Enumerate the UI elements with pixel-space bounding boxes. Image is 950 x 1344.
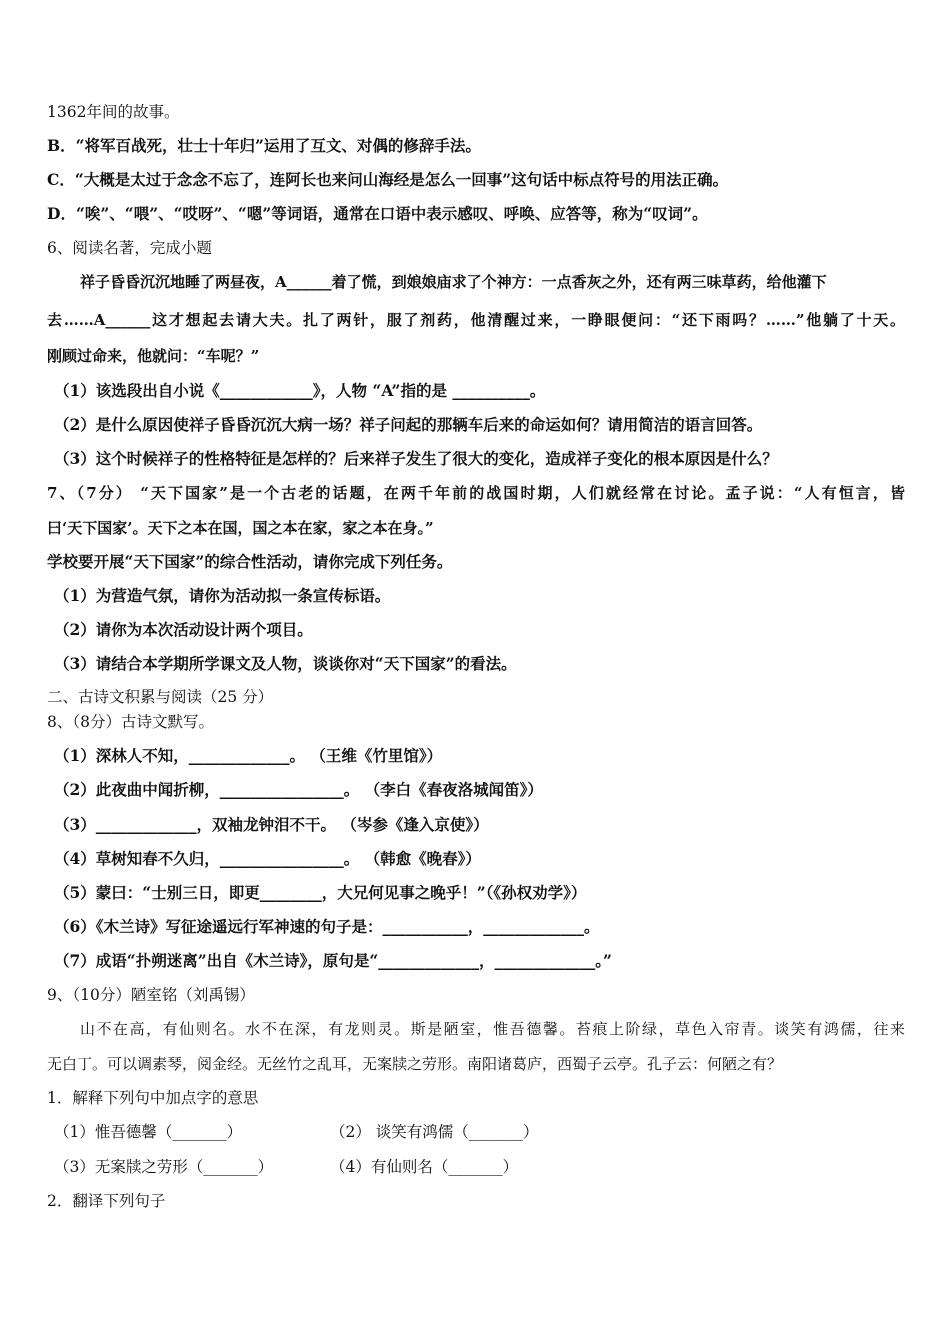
q9-task-2: 2．翻译下列句子 [47, 1192, 166, 1210]
q7-line-1: 7、（7分） “天下国家”是一个古老的话题，在两千年前的战国时期，人们就经常在讨论。孟子说：“人有恒言，皆 [47, 484, 905, 502]
q5-option-c: C．“大概是太过于念念不忘了，连阿长也来问山海经是怎么一回事”这句话中标点符号的用法正确。 [47, 170, 729, 189]
q7-line-2: 曰‘天下国家’。天下之本在国，国之本在家，家之本在身。” [47, 519, 434, 537]
q9-task-1: 1．解释下列句中加点字的意思 [47, 1089, 259, 1107]
q5-option-d: D．“唉”、“喂”、“哎呀”、“嗯”等词语，通常在口语中表示感叹、呼唤、应答等，称为“叹词”。 [47, 204, 708, 223]
q5-option-b: B．“将军百战死，壮士十年归”运用了互文、对偶的修辞手法。 [47, 136, 481, 155]
q6-passage-line-1: 祥子昏昏沉沉地睡了两昼夜，A______着了慌，到娘娘庙求了个神方：一点香灰之外，还有两三味草药，给他灌下 [80, 273, 827, 291]
q8-item-3: （3）_____________，双袖龙钟泪不干。 （岑参《逢入京使》） [54, 815, 489, 834]
q9-word-2: （2） 谈笑有鸿儒（_______） [330, 1123, 539, 1141]
section-2-heading: 二、古诗文积累与阅读（25 分） [47, 688, 274, 706]
q8-item-4: （4）草树知春不久归，________________。 （韩愈《晚春》） [54, 849, 481, 868]
q6-passage-line-2: 去……A______这才想起去请大夫。扎了两针，服了剂药，他清醒过来，一睁眼便问：“还下雨吗？……”他躺了十天。 [47, 311, 905, 329]
q5-a-continuation: 1362年间的故事。 [47, 103, 180, 121]
q7-sub-2: （2）请你为本次活动设计两个项目。 [54, 620, 313, 639]
q8-item-5: （5）蒙曰：“士别三日，即更________，大兄何见事之晚乎！”（《孙权劝学》） [54, 883, 587, 902]
q9-heading: 9、（10分）陋室铭（刘禹锡） [47, 986, 255, 1004]
q6-sub-3: （3）这个时候祥子的性格特征是怎样的？后来祥子发生了很大的变化，造成祥子变化的根本原因是什么？ [54, 449, 778, 468]
q6-sub-1: （1）该选段出自小说《____________》，人物 “A”指的是 __________。 [54, 381, 546, 400]
q9-passage-line-2: 无白丁。可以调素琴，阅金经。无丝竹之乱耳，无案牍之劳形。南阳诸葛庐，西蜀子云亭。孔子云：何陋之有？ [47, 1055, 783, 1073]
q6-sub-2: （2）是什么原因使祥子昏昏沉沉大病一场？祥子问起的那辆车后来的命运如何？请用简洁的语言回答。 [54, 415, 763, 434]
q8-heading: 8、（8分）古诗文默写。 [47, 713, 214, 731]
q9-word-1: （1）惟吾德馨（_______） [54, 1123, 243, 1141]
q6-heading: 6、阅读名著，完成小题 [47, 239, 212, 257]
q8-item-2: （2）此夜曲中闻折柳，________________。 （李白《春夜洛城闻笛》） [54, 780, 543, 799]
q9-word-4: （4）有仙则名（_______） [330, 1158, 519, 1176]
q8-item-6: （6）《木兰诗》写征途遥远行军神速的句子是：___________，_____________。 [54, 917, 600, 936]
q7-line-3: 学校要开展“天下国家”的综合性活动，请你完成下列任务。 [47, 552, 453, 571]
q8-item-7: （7）成语“扑朔迷离”出自《木兰诗》，原句是“_____________，_____________。” [54, 951, 612, 970]
q7-sub-3: （3）请结合本学期所学课文及人物，谈谈你对“天下国家”的看法。 [54, 654, 517, 673]
q6-passage-line-3: 刚顾过命来，他就问：“车呢？” [47, 347, 260, 365]
q8-item-1: （1）深林人不知，_____________。 （王维《竹里馆》） [54, 746, 443, 765]
q9-word-3: （3）无案牍之劳形（_______） [54, 1158, 274, 1176]
q9-passage-line-1: 山不在高，有仙则名。水不在深，有龙则灵。斯是陋室，惟吾德馨。苔痕上阶绿，草色入帘青。谈笑有鸿儒，往来 [80, 1020, 905, 1038]
q7-sub-1: （1）为营造气氛，请你为活动拟一条宣传标语。 [54, 586, 391, 605]
